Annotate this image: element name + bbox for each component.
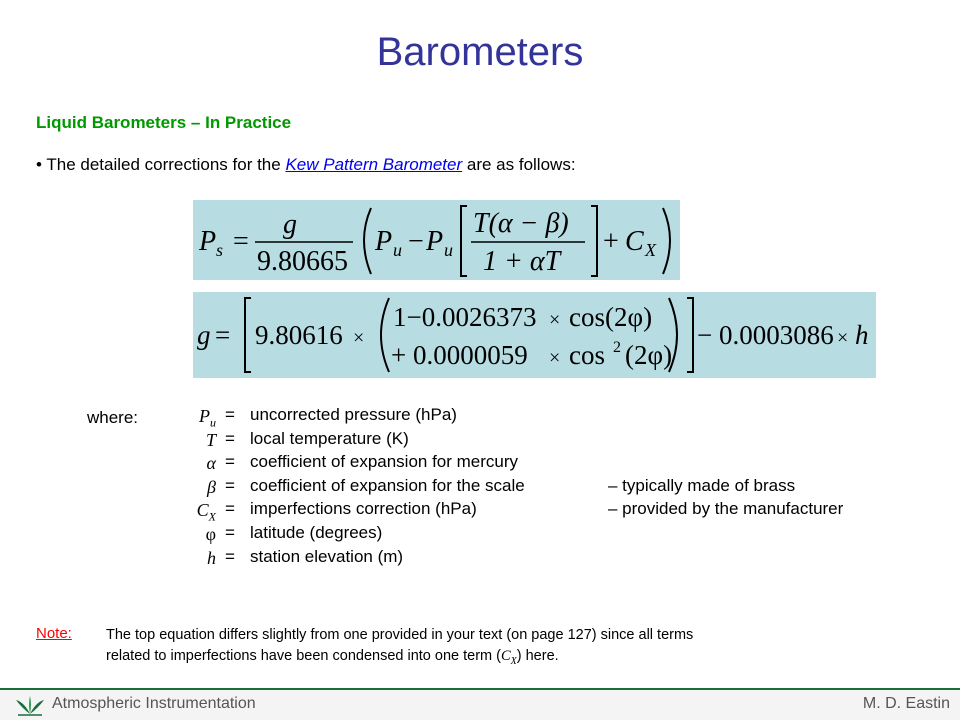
eq2-lhs: g [197, 320, 211, 350]
def-description: local temperature (K) [250, 428, 409, 448]
equation1-svg [193, 200, 680, 280]
eq2-top-trig: cos(2φ) [569, 302, 653, 332]
note-line-2: related to imperfections have been condensed into one term $(C_X)$ here. [106, 648, 559, 667]
def-symbol: φ [205, 523, 216, 544]
note-label: Note: [36, 625, 72, 642]
equation-gravity [193, 292, 876, 378]
def-description: imperfections correction (hPa) [250, 499, 477, 519]
eq2-bot-line: + 0.0000059 [391, 340, 528, 370]
bullet-suffix: are as follows: [462, 155, 576, 174]
bullet-text [36, 155, 576, 175]
eq1-cx-sub: X [645, 240, 656, 260]
section-subtitle: Liquid Barometers – In Practice [36, 113, 292, 132]
svg-text:×: × [549, 347, 561, 369]
eq1-term2: P [426, 226, 444, 257]
svg-text:=: = [233, 226, 249, 257]
slide-title: Barometers [376, 30, 584, 74]
svg-text:×: × [837, 327, 849, 349]
equation-pressure-correction [193, 200, 680, 280]
bullet-prefix: • The detailed corrections for the [36, 155, 286, 174]
def-description: uncorrected pressure (hPa) [250, 405, 457, 424]
kew-pattern-link[interactable]: Kew Pattern Barometer [285, 155, 463, 174]
footer-author: M. D. Eastin [862, 695, 950, 712]
eq1-frac-den: 9.80665 [257, 246, 348, 277]
equation2-svg [193, 292, 876, 378]
svg-text:=: = [215, 320, 231, 350]
eq2-const1: 9.80616 [255, 320, 343, 350]
def-description: coefficient of expansion for mercury [250, 452, 519, 472]
eq2-const2: − 0.0003086 [697, 320, 834, 350]
def-symbol: α [206, 453, 216, 474]
eq1-inner-den: 1 + αT [483, 246, 561, 277]
def-symbol: $P_u$ [199, 406, 216, 430]
eq2-h: h [855, 320, 869, 350]
eq2-bot-exp: 2 [613, 339, 621, 356]
note-line-1: The top equation differs slightly from one provided in your text (on page 127) since all terms [106, 627, 694, 643]
def-symbol: β [207, 476, 216, 497]
eq1-term1-sub: u [393, 240, 402, 260]
def-extra-note: – typically made of brass [608, 475, 796, 495]
eq2-bot-arg: (2φ) [625, 340, 673, 370]
def-symbol: $C_X$ [196, 500, 216, 524]
def-symbol: T [205, 429, 216, 450]
def-symbol: h [207, 547, 216, 568]
where-label: where: [87, 408, 139, 427]
eq1-term1: P [375, 226, 393, 257]
note-text [106, 625, 886, 672]
leaf-logo-icon [14, 694, 46, 721]
def-description: station elevation (m) [250, 546, 404, 566]
eq1-cx: C [625, 226, 644, 257]
eq1-lhs-sub: s [216, 240, 224, 260]
eq1-lhs: P [199, 226, 217, 257]
eq1-frac-num: g [283, 209, 297, 240]
eq1-minus: − [408, 226, 424, 257]
eq1-term2-sub: u [444, 240, 453, 260]
def-description: latitude (degrees) [250, 522, 383, 542]
eq1-plus: + [603, 226, 619, 257]
footer-course-title: Atmospheric Instrumentation [52, 695, 256, 712]
footer-bar [0, 690, 960, 720]
eq2-times: × [353, 327, 365, 349]
eq2-top-line: 1−0.0026373 [393, 302, 537, 332]
eq2-bot-trig: cos [569, 340, 605, 370]
def-extra-note: – provided by the manufacturer [608, 499, 844, 519]
eq1-inner-num: T(α − β) [473, 208, 569, 239]
def-description: coefficient of expansion for the scale [250, 475, 525, 495]
svg-text:×: × [549, 309, 561, 331]
